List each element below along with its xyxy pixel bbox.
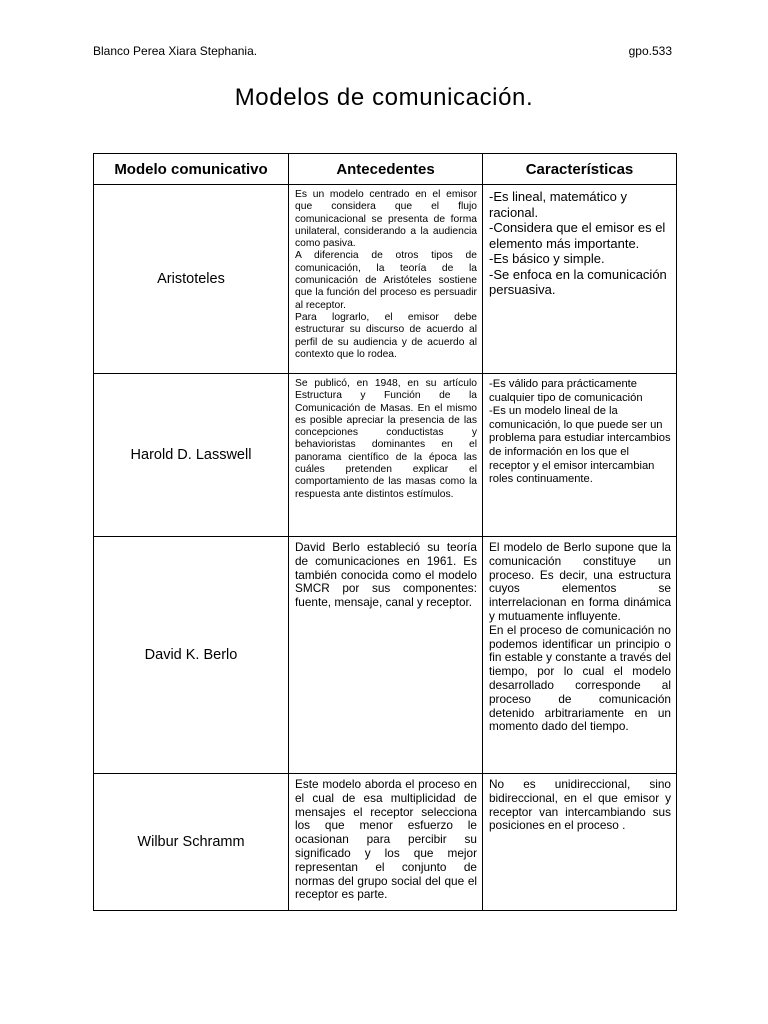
background-cell [289,374,483,537]
table-row [94,374,677,537]
background-paragraph: Este modelo aborda el proceso en el cual de esa multiplicidad de mensajes el receptor selecciona los que menor esfuerzo le ocasionan para percibir su significado y los que mejor representan el conjunto de normas del grupo social del que el receptor es parte. [295,777,477,902]
features-cell [483,374,677,537]
features-cell [483,774,677,911]
column-header-model: Modelo comunicativo [94,154,289,185]
background-paragraph: Es un modelo centrado en el emisor que considera que el flujo comunicacional se presenta de forma unilateral, considerando a la audiencia como pasiva. [295,189,477,250]
background-paragraph: Para lograrlo, el emisor debe estructurar su discurso de acuerdo al perfil de su audiencia y de acuerdo al contexto que lo rodea. [295,311,477,360]
feature-item: -Es válido para prácticamente cualquier tipo de comunicación [489,378,643,404]
page-title: Modelos de comunicación. [234,84,534,111]
feature-item: El modelo de Berlo supone que la comunicación constituye un proceso. Es decir, una estructura cuyos elementos se interrelacionan en forma dinámica y mutuamente influyente. [489,540,671,623]
features-cell [483,185,677,374]
feature-item: -Considera que el emisor es el elemento más importante. [489,220,666,251]
feature-item: -Se enfoca en la comunicación persuasiva. [489,266,667,297]
model-name-cell: David K. Berlo [94,537,289,774]
model-name-cell: Harold D. Lasswell [94,374,289,537]
column-header-background: Antecedentes [289,154,483,185]
background-cell [289,185,483,374]
table-row [94,774,677,911]
model-name-cell: Aristoteles [94,185,289,374]
feature-item: En el proceso de comunicación no podemos identificar un principio o fin estable y constante a través del tiempo, por lo cual el modelo desarrollado corresponde al proceso de comunicación detenido arbitrariamente en un momento dado del tiempo. [489,622,671,734]
communication-models-table [93,153,677,911]
background-paragraph: David Berlo estableció su teoría de comunicaciones en 1961. Es también conocida como el modelo SMCR por sus componentes: fuente, mensaje, canal y receptor. [295,540,477,610]
table-header-row [94,154,677,185]
group-label: gpo.533 [628,44,672,58]
model-name-cell: Wilbur Schramm [94,774,289,911]
feature-item: -Es básico y simple. [489,251,605,266]
feature-item: -Es un modelo lineal de la comunicación, lo que puede ser un problema para estudiar intercambios de información en los que el receptor y el emisor intercambian roles continuamente. [489,405,671,486]
background-cell [289,774,483,911]
background-paragraph: A diferencia de otros tipos de comunicación, la teoría de la comunicación de Aristóteles sostiene que la función del proceso es persuadir al receptor. [295,250,477,311]
column-header-features: Características [483,154,677,185]
background-paragraph: Se publicó, en 1948, en su artículo Estructura y Función de la Comunicación de Masas. En el mismo es posible apreciar la presencia de las concepciones conductistas y behavioristas dominantes en el panorama científico de la época las cuáles pretenden explicar el comportamiento de las masas como la respuesta ante distintos estímulos. [295,378,477,500]
feature-item: -Es lineal, matemático y racional. [489,189,627,220]
background-cell [289,537,483,774]
table-row [94,185,677,374]
table-row [94,537,677,774]
author-name: Blanco Perea Xiara Stephania. [93,44,258,58]
feature-item: No es unidireccional, sino bidireccional, en el que emisor y receptor van intercambiando sus posiciones en el proceso . [489,777,671,833]
features-cell [483,537,677,774]
